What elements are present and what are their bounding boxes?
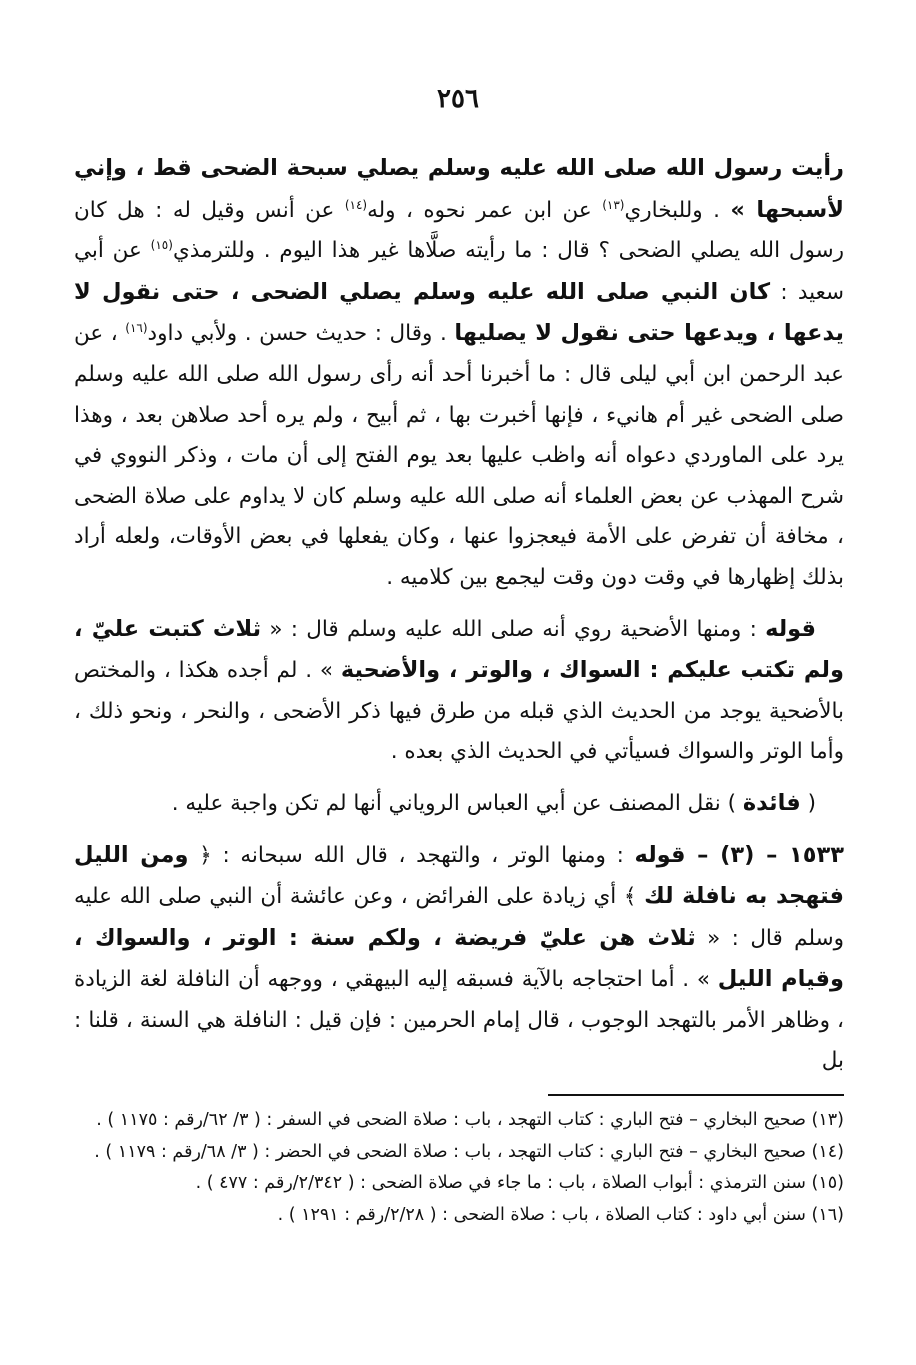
bold-quote: قوله [765,615,817,642]
footnote-15: (١٥) سنن الترمذي : أبواب الصلاة ، باب : ما جاء في صلاة الضحى : ( ٢/٣٤٢/رقم : ٤٧٧ ) . [195,1173,844,1193]
text-run: عن أنس وقيل له : هل كان رسول الله يصلي الضحى ؟ قال : ما رأيته صلَّاها غير هذا اليوم . وللترمذي [74,197,844,264]
paragraph-3 [74,783,844,825]
footnote-separator [548,1094,844,1096]
paragraph-2 [74,609,844,773]
bold-quote: ثلاث هن عليّ فريضة ، ولكم سنة : الوتر ، والسواك ، وقيام الليل [74,924,844,993]
bold-quote: ومن الليل فتهجد به نافلة لك [74,841,845,910]
text-run: عن ابن عمر نحوه ، وله [367,197,603,223]
paragraph-4 [74,835,844,1083]
footnote-ref: (١٣) [602,197,625,212]
footnote-ref: (١٦) [125,321,148,336]
text-run: ( [800,790,816,816]
bold-quote: فائدة [742,789,801,816]
paragraph-1 [74,148,844,599]
footnote-ref: (١٤) [344,197,368,212]
bold-quote: رأيت رسول الله صلى الله عليه وسلم يصلي سبحة الضحى قط ، وإني لأسبحها » [74,155,845,223]
bold-quote: كان النبي صلى الله عليه وسلم يصلي الضحى ، حتى نقول لا يدعها ، ويدعها حتى نقول لا يصليها [74,278,844,347]
footnote-13: (١٣) صحيح البخاري – فتح الباري : كتاب التهجد ، باب : صلاة الضحى في السفر : ( ٣/ ٦٢/رقم : ١١٧٥ ) . [96,1110,844,1130]
text-run: عن أبي سعيد : [74,238,844,305]
text-run: . وقال : حديث حسن . ولأبي داود [147,321,455,347]
text-run: » . أما احتجاجه بالآية فسبقه إليه البيهقي ، ووجهه أن النافلة لغة الزيادة ، وظاهر الأمر بالتهجد الوجوب ، قال إمام الحرمين : فإن قيل : النافلة هي السنة ، قلنا : بل [74,967,844,1074]
text-run: ، عن عبد الرحمن ابن أبي ليلى قال : ما أخبرنا أحد أنه رأى رسول الله صلى الله عليه وسلم صلى الضحى غير أم هانيء ، فإنها أخبرت بها ، ثم أبيح ، ولم يره أحد صلاهن بعد ، وهذا يرد على الماوردي دعواه أنه واظب عليها بعد يوم الفتح إلى أن مات ، وذكر النووي في شرح المهذب عن بعض العلماء أنه صلى الله عليه وسلم كان لا يداوم على صلاة الضحى ، مخافة أن تفرض على الأمة فيعجزوا عنها ، وكان يفعلها في بعض الأوقات، ولعله أراد بذلك إظهارها في وقت دون وقت ليجمع بين كلاميه . [74,321,844,590]
footnote-ref: (١٥) [150,238,173,253]
text-run: ) نقل المصنف عن أبي العباس الروياني أنها لم تكن واجبة عليه . [171,790,743,816]
text-run: . وللبخاري [624,197,731,223]
bold-quote: ١٥٣٣ – (٣) – قوله [634,841,844,868]
text-run: : ومنها الأضحية روي أنه صلى الله عليه وسلم قال : « [261,616,766,642]
text-run: ﴾ أي زيادة على الفرائض ، وعن عائشة أن النبي صلى الله عليه وسلم قال : « [74,884,844,951]
footnote-14: (١٤) صحيح البخاري – فتح الباري : كتاب التهجد ، باب : صلاة الضحى في الحضر : ( ٣/ ٦٨/رقم : ١١٧٩ ) . [94,1141,844,1162]
footnotes [60,1105,844,1231]
text-run: » . لم أجده هكذا ، والمختص بالأضحية يوجد من الحديث الذي قبله من طرق فيها ذكر الأضحى ، والنحر ، ونحو ذلك ، وأما الوتر والسواك فسيأتي في الحديث الذي بعده . [74,658,844,765]
text-run: : ومنها الوتر ، والتهجد ، قال الله سبحانه : ﴿ [188,842,635,868]
bold-quote: ثلاث كتبت عليّ ، ولم تكتب عليكم : السواك ، والوتر ، والأضحية [74,615,844,684]
footnote-16: (١٦) سنن أبي داود : كتاب الصلاة ، باب : صلاة الضحى : ( ٢/٢٨/رقم : ١٢٩١ ) . [277,1204,844,1225]
main-text [74,148,844,1082]
page-number: ٢٥٦ [437,84,479,114]
